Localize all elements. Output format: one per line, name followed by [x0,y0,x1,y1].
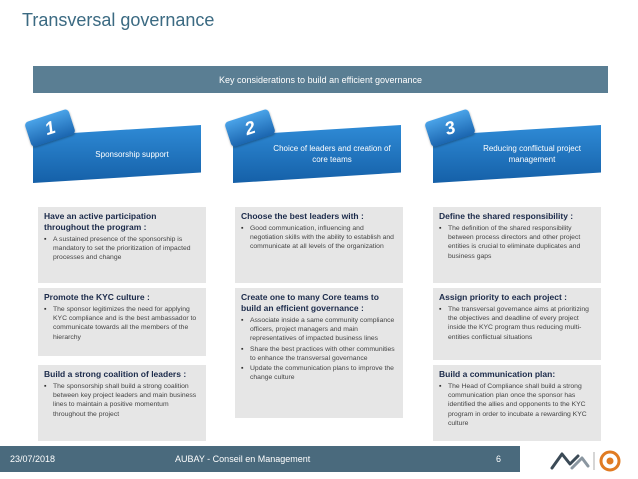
page-title: Transversal governance [22,10,215,30]
bullet-item: ▪ Update the communication plans to improve the change culture [250,364,397,382]
box-title: Build a communication plan: [439,369,556,379]
box-title: Assign priority to each project : [439,292,567,302]
step-number-1: 1 [24,109,76,148]
bullet-item: ▪ The definition of the shared responsibility between process directors and other project entities is crucial to eliminate duplicates and business gaps [448,224,595,261]
header-leaders [233,116,401,183]
box-active-participation [38,207,206,283]
header-conflict [433,116,601,183]
box-title: Promote the KYC culture : [44,292,150,302]
bullet-item: ▪ Associate inside a same community compliance officers, project managers and main representatives of impacted business lines [250,316,397,344]
box-communication-plan [433,365,601,441]
bullet-item: ▪ The transversal governance aims at prioritizing the objectives and deadline of every project inside the KYC program thus reducing multi-entities conflictual situations [448,305,595,342]
header-label: Reducing conflictual project management [483,144,581,164]
box-strong-coalition [38,365,206,441]
header-label: Sponsorship support [95,149,169,159]
box-title: Create one to many Core teams to build an efficient governance : [241,292,379,313]
box-promote-kyc [38,288,206,356]
bullet-item: ▪ Good communication, influencing and negotiation skills with the ability to establish and communicate at all levels of the organization [250,224,397,252]
bullet-item: ▪ The Head of Compliance shall build a strong communication plan once the sponsor has identified the allies and opponents to the KYC program in order to incubate a rewarding KYC culture [448,382,595,428]
box-core-teams [235,288,403,418]
box-title: Choose the best leaders with : [241,211,364,221]
header-label: Choice of leaders and creation of core teams [273,144,391,164]
bullet-item: ▪ Share the best practices with other communities to enhance the transversal governance [250,345,397,363]
footer-page-number: 6 [496,454,502,464]
aubay-logo-icon [548,448,628,472]
slide-footer [0,446,520,472]
step-number-3: 3 [424,109,476,148]
bullet-item: ▪ A sustained presence of the sponsorship is mandatory to set the prioritization of impacted processes and change [53,235,200,263]
box-assign-priority [433,288,601,360]
header-sponsorship [33,116,201,183]
box-title: Define the shared responsibility : [439,211,574,221]
box-shared-responsibility [433,207,601,283]
step-number-2: 2 [224,109,276,148]
bullet-item: ▪ The sponsorship shall build a strong coalition between key project leaders and main business lines to maintain a positive momentum throughout the project [53,382,200,419]
bullet-item: ▪ The sponsor legitimizes the need for applying KYC compliance and is the best ambassador to communicate towards all the members of the hierarchy [53,305,200,342]
footer-company: AUBAY - Conseil en Management [175,454,311,464]
box-choose-leaders [235,207,403,283]
box-title: Have an active participation throughout the program : [44,211,157,232]
footer-date: 23/07/2018 [10,454,56,464]
key-considerations-banner: Key considerations to build an efficient governance [33,66,608,93]
box-title: Build a strong coalition of leaders : [44,369,187,379]
